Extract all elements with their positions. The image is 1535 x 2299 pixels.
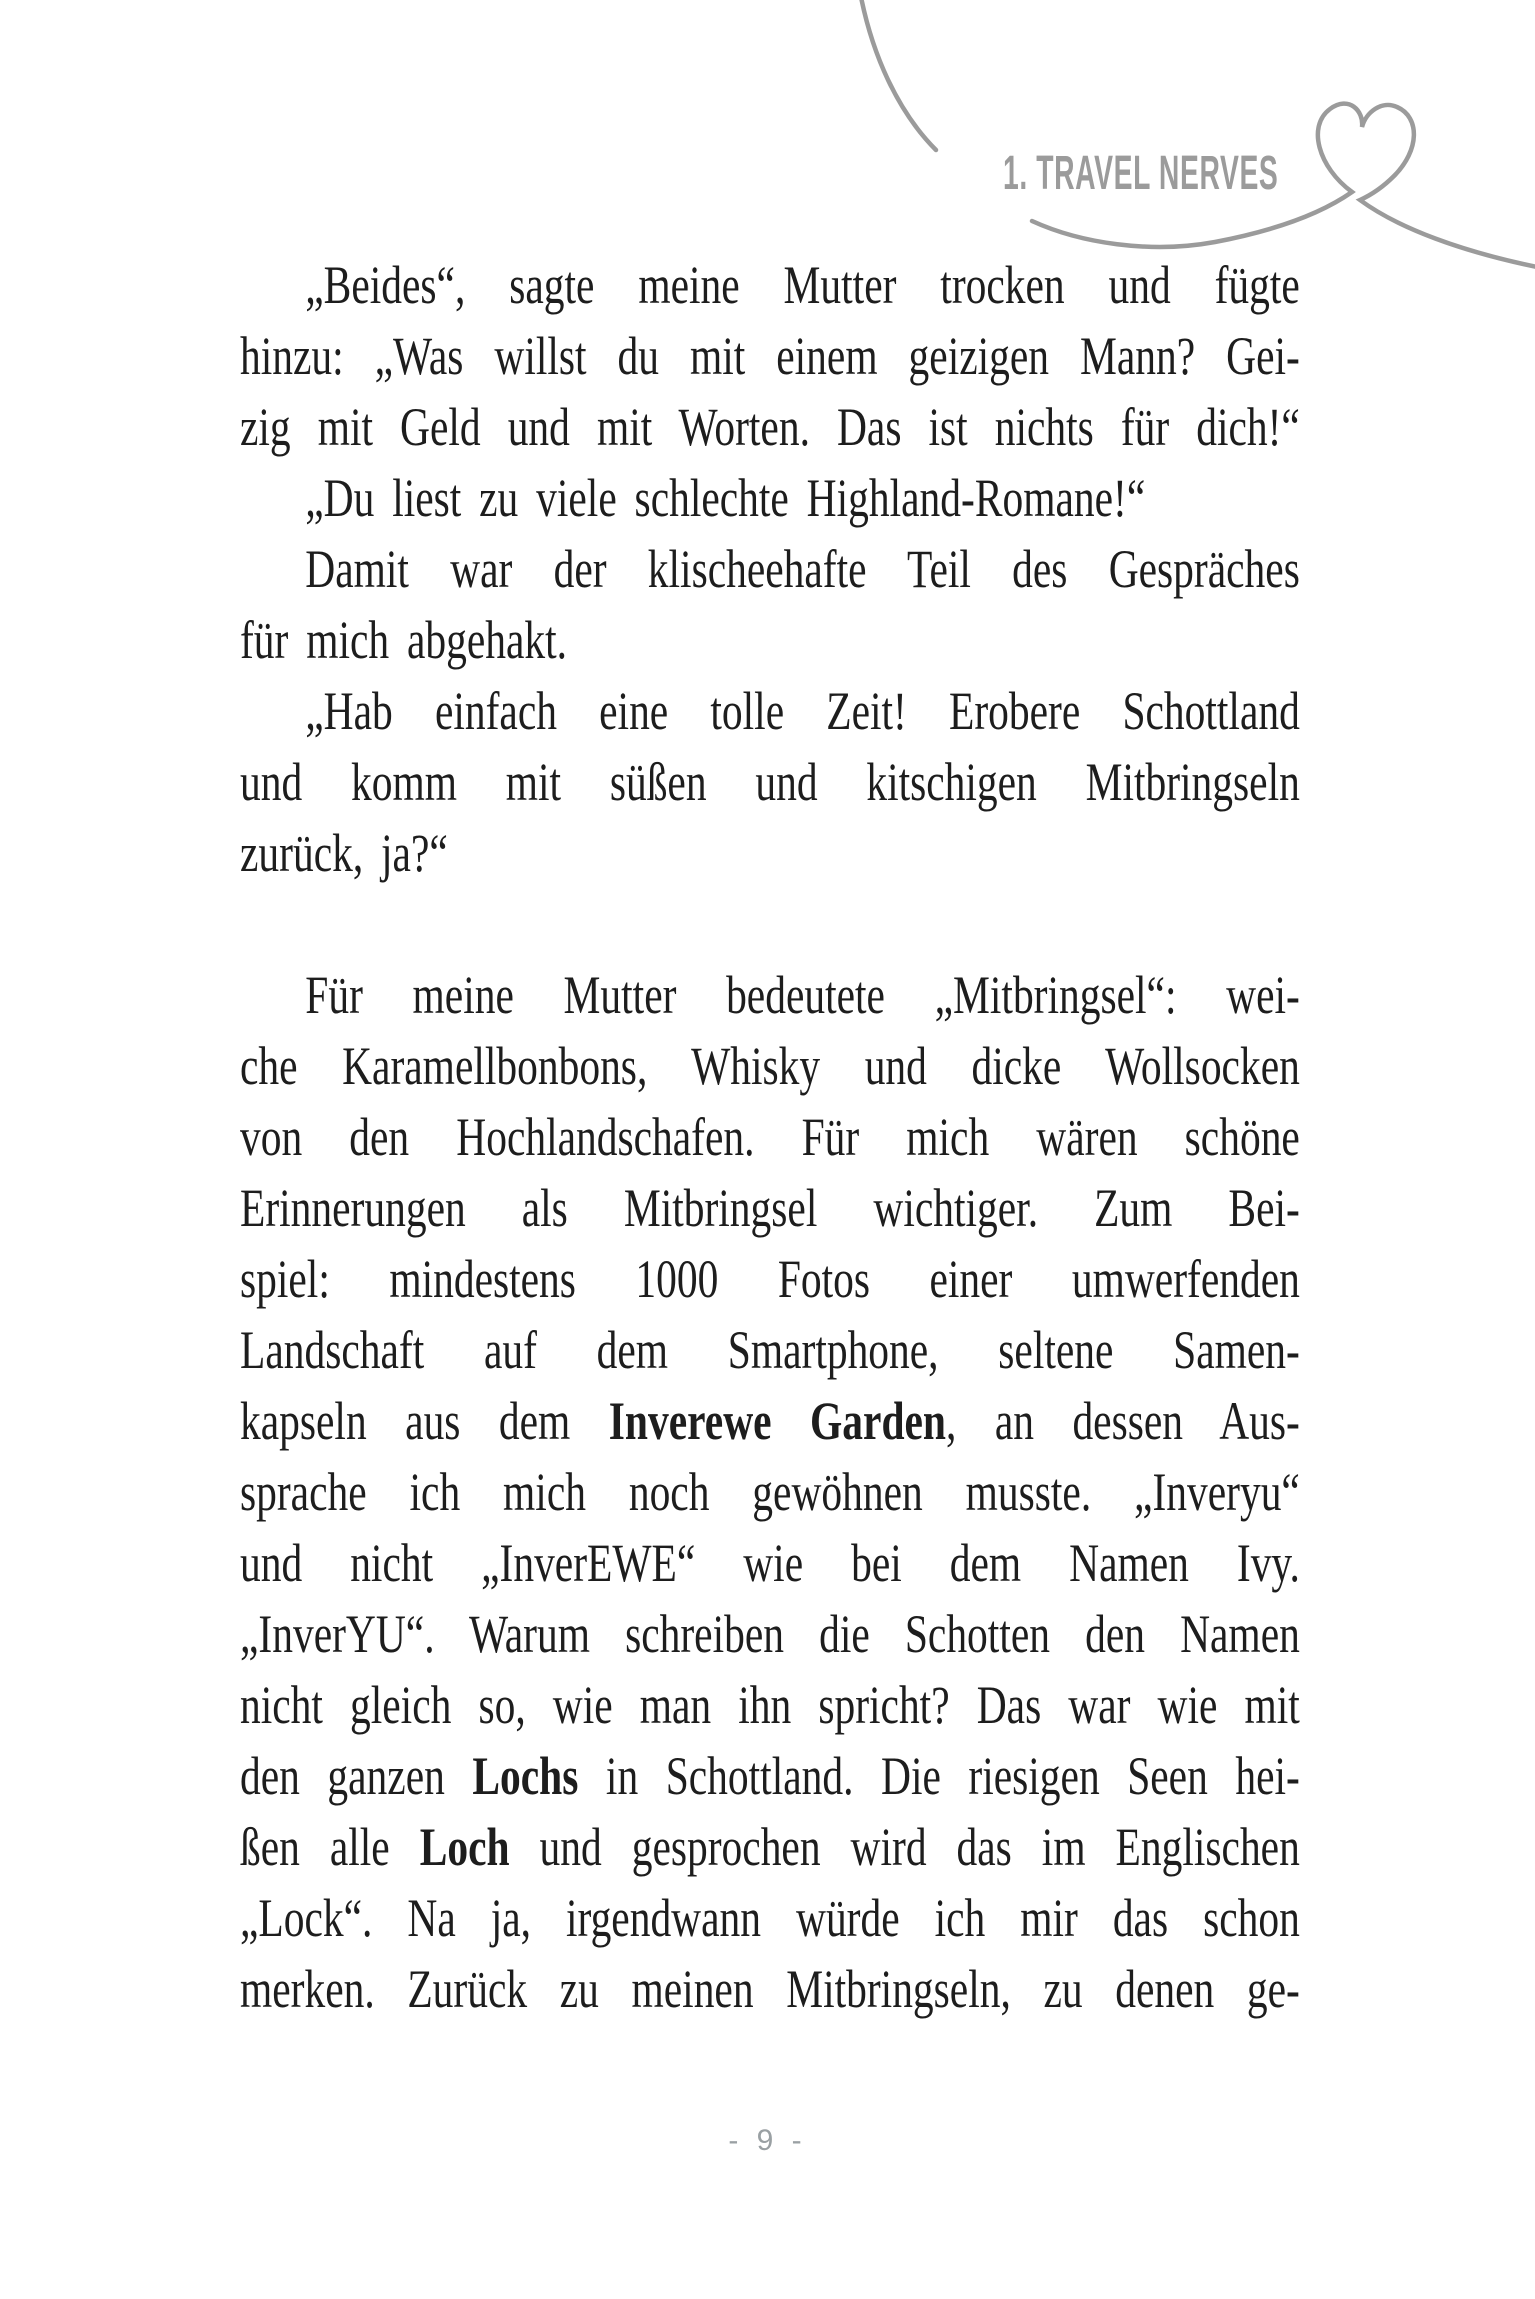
corner-curve-line [860,0,936,150]
text-line: Für meine Mutter bedeutete „Mitbringsel“: wei- [305,965,1300,1025]
text-line: „Du liest zu viele schlechte Highland-Romane!“ [305,468,1146,528]
page-number: - 9 - [728,2124,807,2157]
text-line: von den Hochlandschafen. Für mich wären schöne [240,1107,1300,1167]
text-line: merken. Zurück zu meinen Mitbringseln, zu denen ge- [240,1959,1300,2019]
text-line: kapseln aus dem Inverewe Garden, an dessen Aus- [240,1391,1300,1451]
text-line: Erinnerungen als Mitbringsel wichtiger. Zum Bei- [240,1178,1300,1238]
text-line: hinzu: „Was willst du mit einem geizigen Mann? Gei- [240,326,1300,386]
text-line: zurück, ja?“ [240,823,448,883]
text-line: den ganzen Lochs in Schottland. Die riesigen Seen hei- [240,1746,1300,1806]
bold-text: Lochs [472,1746,579,1806]
text-line: sprache ich mich noch gewöhnen musste. „Inveryu“ [240,1462,1300,1522]
text-line: Damit war der klischeehafte Teil des Gespräches [305,539,1300,599]
text-line: „InverYU“. Warum schreiben die Schotten den Namen [240,1604,1300,1664]
text-line: che Karamellbonbons, Whisky und dicke Wollsocken [240,1036,1300,1096]
text-line: ßen alle Loch und gesprochen wird das im Englischen [240,1817,1300,1877]
paragraph-spacer [240,889,1300,960]
bold-text: Loch [419,1817,510,1877]
text-line: „Lock“. Na ja, irgendwann würde ich mir das schon [240,1888,1300,1948]
text-line: nicht gleich so, wie man ihn spricht? Das war wie mit [240,1675,1300,1735]
text-line: für mich abgehakt. [240,610,568,670]
text-line: „Hab einfach eine tolle Zeit! Erobere Schottland [305,681,1300,741]
body-text [240,250,1300,2025]
text-line: Landschaft auf dem Smartphone, seltene Samen- [240,1320,1300,1380]
text-line: und nicht „InverEWE“ wie bei dem Namen Ivy. [240,1533,1300,1593]
text-line: und komm mit süßen und kitschigen Mitbringseln [240,752,1300,812]
text-line: „Beides“, sagte meine Mutter trocken und fügte [305,255,1300,315]
text-line: spiel: mindestens 1000 Fotos einer umwerfenden [240,1249,1300,1309]
text-line: zig mit Geld und mit Worten. Das ist nichts für dich!“ [240,397,1300,457]
chapter-header: 1. TRAVEL NERVES [1003,147,1279,200]
bold-text: Inverewe Garden [608,1391,946,1451]
